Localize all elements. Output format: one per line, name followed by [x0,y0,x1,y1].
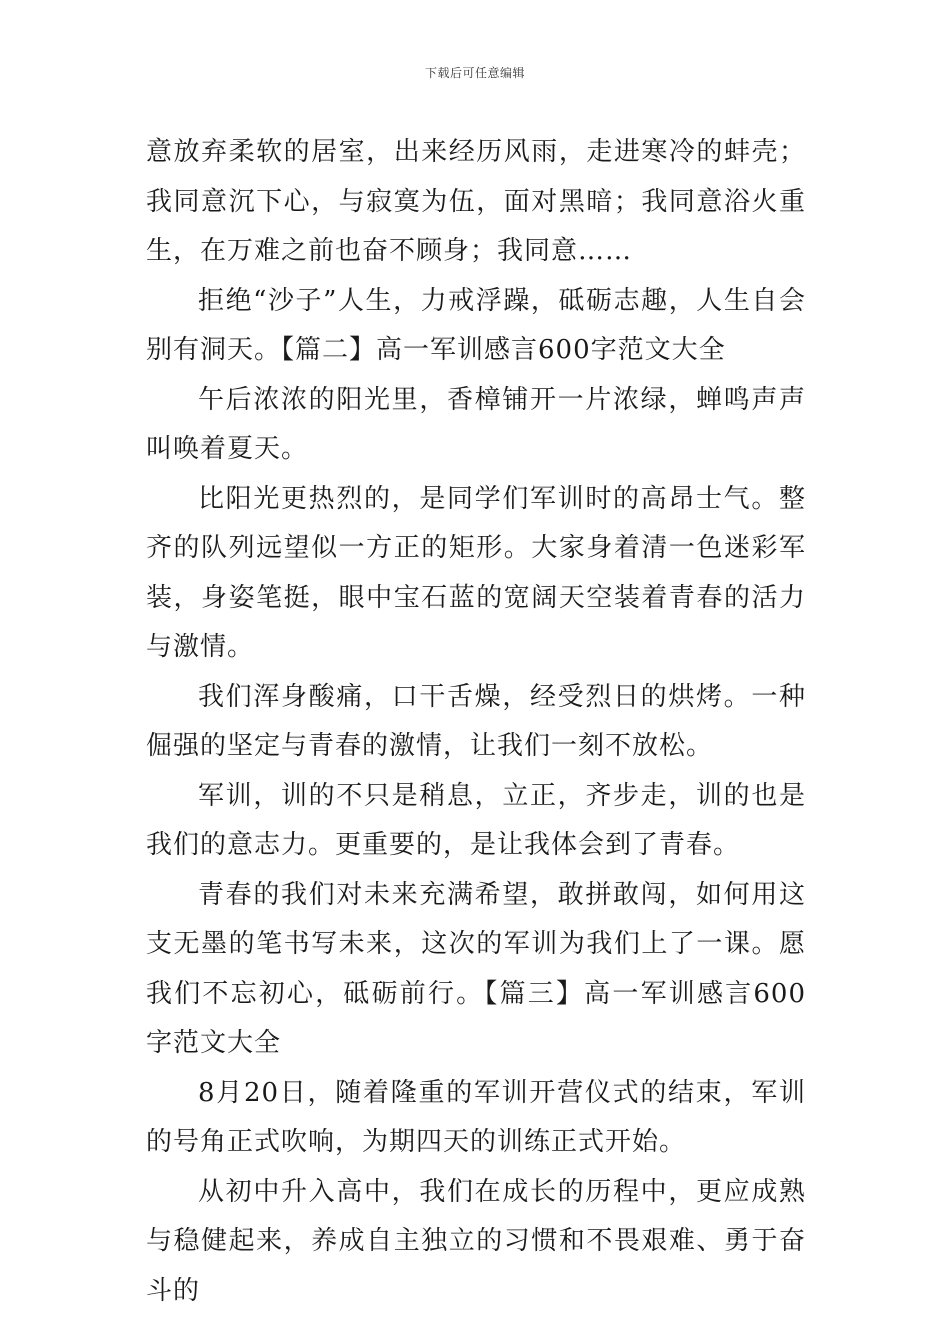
paragraph-8: 8月20日，随着隆重的军训开营仪式的结束，军训的号角正式吹响，为期四天的训练正式开始。 [146,1077,806,1157]
paragraph-7: 青春的我们对未来充满希望，敢拼敢闯，如何用这支无墨的笔书写未来，这次的军训为我们上了一课。愿我们不忘初心，砥砺前行。【篇三】高一军训感言600字范文大全 [146,879,806,1058]
paragraph-6: 军训，训的不只是稍息，立正，齐步走，训的也是我们的意志力。更重要的，是让我体会到了青春。 [146,780,806,860]
paragraph-4: 比阳光更热烈的，是同学们军训时的高昂士气。整齐的队列远望似一方正的矩形。大家身着清一色迷彩军装，身姿笔挺，眼中宝石蓝的宽阔天空装着青春的活力与激情。 [146,483,806,662]
document-body [146,128,806,1316]
paragraph-9: 从初中升入高中，我们在成长的历程中，更应成熟与稳健起来，养成自主独立的习惯和不畏艰难、勇于奋斗的 [146,1176,806,1306]
paragraph-3: 午后浓浓的阳光里，香樟铺开一片浓绿，蝉鸣声声叫唤着夏天。 [146,384,806,464]
paragraph-5: 我们浑身酸痛，口干舌燥，经受烈日的烘烤。一种倔强的坚定与青春的激情，让我们一刻不放松。 [146,681,806,761]
paragraph-2: 拒绝“沙子”人生，力戒浮躁，砥砺志趣，人生自会别有洞天。【篇二】高一军训感言600字范文大全 [146,285,806,365]
header-note: 下载后可任意编辑 [424,66,525,80]
paragraph-1: 意放弃柔软的居室，出来经历风雨，走进寒冷的蚌壳；我同意沉下心，与寂寞为伍，面对黑暗；我同意浴火重生，在万难之前也奋不顾身；我同意…… [146,137,806,266]
